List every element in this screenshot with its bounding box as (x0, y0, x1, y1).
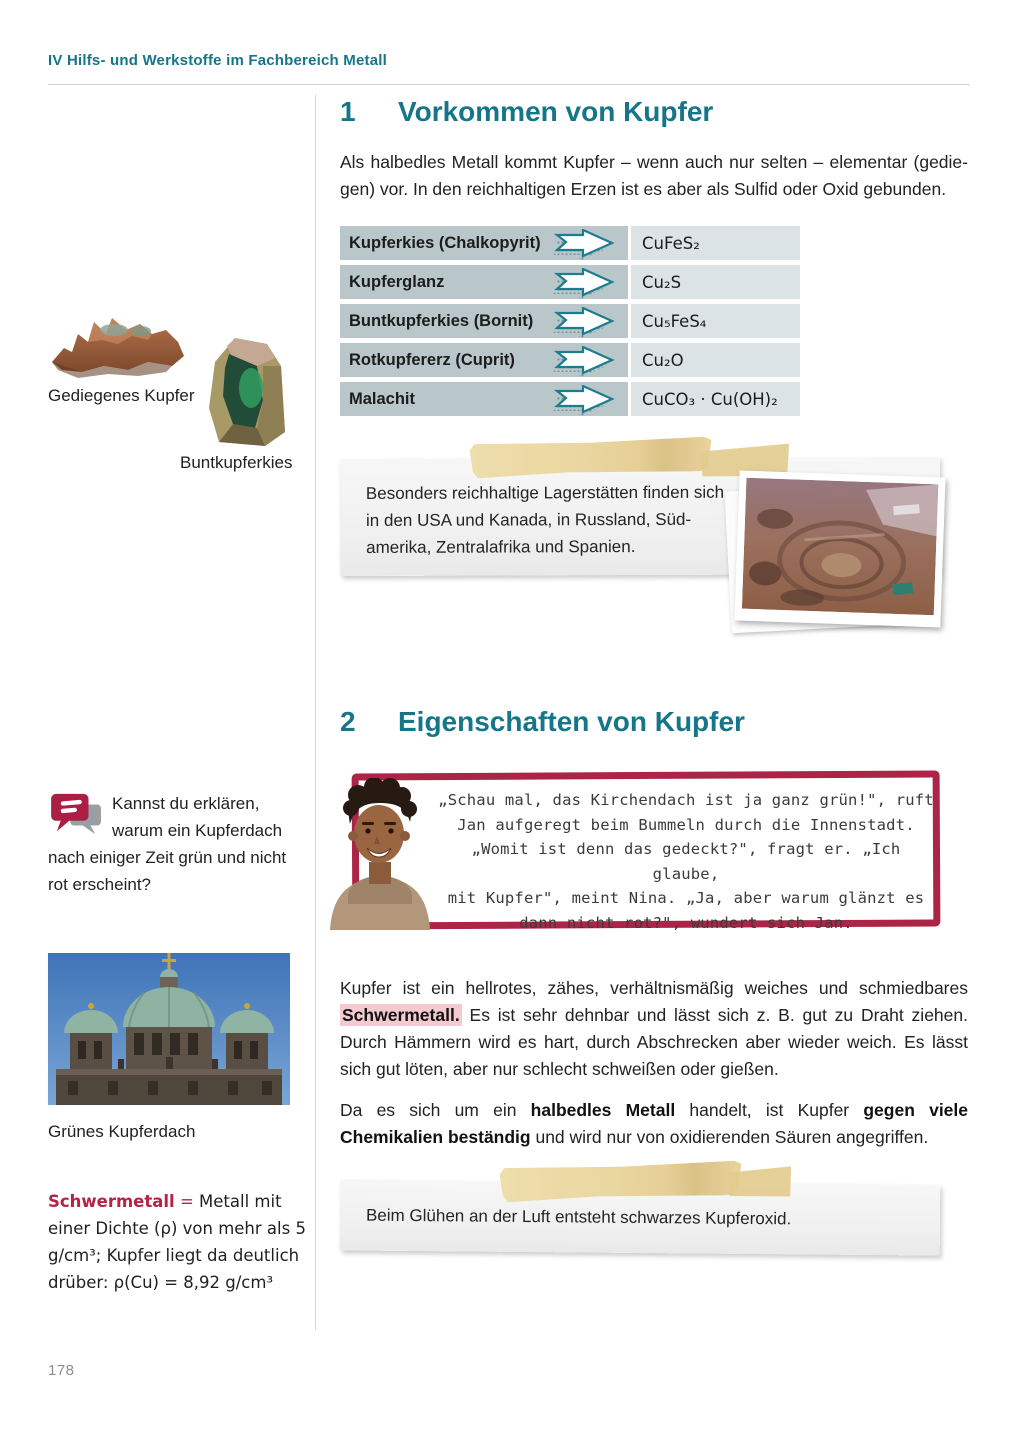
note-line: in den USA und Kanada, in Russland, Süd- (365, 509, 692, 530)
section1-intro (340, 149, 968, 203)
note-text: Beim Glühen an der Luft entsteht schwarzes Kupferoxid. (365, 1205, 792, 1229)
chapter-breadcrumb: IV Hilfs- und Werkstoffe im Fachbereich Metall (48, 52, 387, 69)
text-run: und wird nur von oxidierenden Säuren angegriffen. (530, 1127, 929, 1147)
highlighted-term: Schwermetall. (342, 1005, 460, 1025)
bornite-photo (205, 336, 289, 452)
ore-formula: Cu₂S (631, 265, 800, 299)
ore-name: Buntkupferkies (Bornit) (349, 311, 534, 330)
table-row (340, 265, 800, 299)
bold-term: halbedles Metall (530, 1100, 676, 1120)
ore-table (340, 226, 800, 421)
arrow-icon (553, 385, 615, 417)
copper-roof-photo (48, 953, 290, 1105)
arrow-icon (553, 229, 615, 261)
section2-title: Eigenschaften von Kupfer (398, 706, 745, 737)
speech-bubbles-icon (48, 792, 106, 838)
column-divider (315, 95, 316, 1330)
text-run: Kupfer ist ein hellrotes, zähes, verhältnismäßig weiches und schmiedbares (340, 978, 968, 998)
text-run: Da es sich um ein (340, 1100, 531, 1120)
chemistry-paragraph (340, 1097, 968, 1151)
figure-caption: Grünes Kupferdach (48, 1122, 196, 1141)
arrow-icon (553, 268, 615, 300)
ore-formula: Cu₅FeS₄ (631, 304, 800, 338)
copper-mine-photo (734, 470, 945, 627)
dialog-line: „Womit ist denn das gedeckt?", fragt er. „Ich glaube, (471, 840, 901, 883)
definition-box (48, 1188, 314, 1296)
note-line: amerika, Zentralafrika und Spanien. (366, 537, 636, 557)
ore-name: Rotkupfererz (Cuprit) (349, 350, 515, 369)
table-row (340, 226, 800, 260)
student-portrait (322, 778, 438, 930)
definition-term: Schwermetall (48, 1192, 175, 1211)
page-number: 178 (48, 1362, 75, 1379)
dialog-line: mit Kupfer", meint Nina. „Ja, aber warum glänzt es (447, 889, 925, 907)
intro-line1: Als halbedles Metall kommt Kupfer – wenn auch nur selten – elementar (gedie- (340, 152, 968, 172)
ore-formula: CuFeS₂ (631, 226, 800, 260)
arrow-icon (553, 346, 615, 378)
section1-number: 1 (340, 96, 356, 127)
definition-body: Metall mit einer Dichte (ρ) von mehr als 5 g/cm³; Kupfer liegt da deutlich drüber: ρ(Cu) = 8,92 g/cm³ (48, 1192, 306, 1292)
section2-heading (340, 706, 745, 738)
text-run: handelt, ist Kupfer (675, 1100, 864, 1120)
table-row (340, 382, 800, 416)
note-line: Besonders reichhaltige Lagerstätten finden sich (365, 482, 725, 503)
side-question (48, 790, 304, 898)
arrow-icon (553, 307, 615, 339)
ore-name: Malachit (349, 389, 416, 408)
text-run: Es ist sehr dehnbar und lässt sich z. B. gut zu Draht ziehen. Durch Hämmern wird es hart, durch Abschrecken aber wieder weich. Es lässt sich gut löten, aber nur schlecht schweißen oder gießen. (340, 1005, 968, 1079)
intro-line2: gen) vor. In den reichhaltigen Erzen ist es aber als Sulfid oder Oxid gebunden. (340, 179, 947, 199)
question-text: Kannst du erklären, warum ein Kupferdach nach einiger Zeit grün und nicht rot erscheint? (48, 794, 287, 894)
header-rule (48, 84, 970, 85)
equals-sign: = (174, 1192, 200, 1211)
table-row (340, 304, 800, 338)
section1-heading (340, 96, 713, 128)
bold-term: gegen viele Chemikalien beständig (340, 1100, 969, 1147)
ore-name: Kupferkies (Chalkopyrit) (349, 233, 541, 252)
ore-formula: CuCO₃ · Cu(OH)₂ (631, 382, 800, 416)
native-copper-photo (48, 300, 188, 384)
figure-caption: Buntkupferkies (180, 453, 293, 472)
table-row (340, 343, 800, 377)
ore-name: Kupferglanz (349, 272, 445, 291)
figure-caption: Gediegenes Kupfer (48, 386, 195, 405)
dialog-line: Jan aufgeregt beim Bummeln durch die Innenstadt. (457, 815, 915, 834)
ore-formula: Cu₂O (631, 343, 800, 377)
dialog-line: dann nicht rot?", wundert sich Jan. (519, 913, 853, 932)
dialog-line: „Schau mal, das Kirchendach ist ja ganz grün!", ruft (438, 791, 934, 809)
properties-paragraph (340, 975, 968, 1083)
dialog-text (436, 788, 936, 935)
section1-title: Vorkommen von Kupfer (398, 96, 714, 127)
section2-number: 2 (340, 706, 356, 737)
